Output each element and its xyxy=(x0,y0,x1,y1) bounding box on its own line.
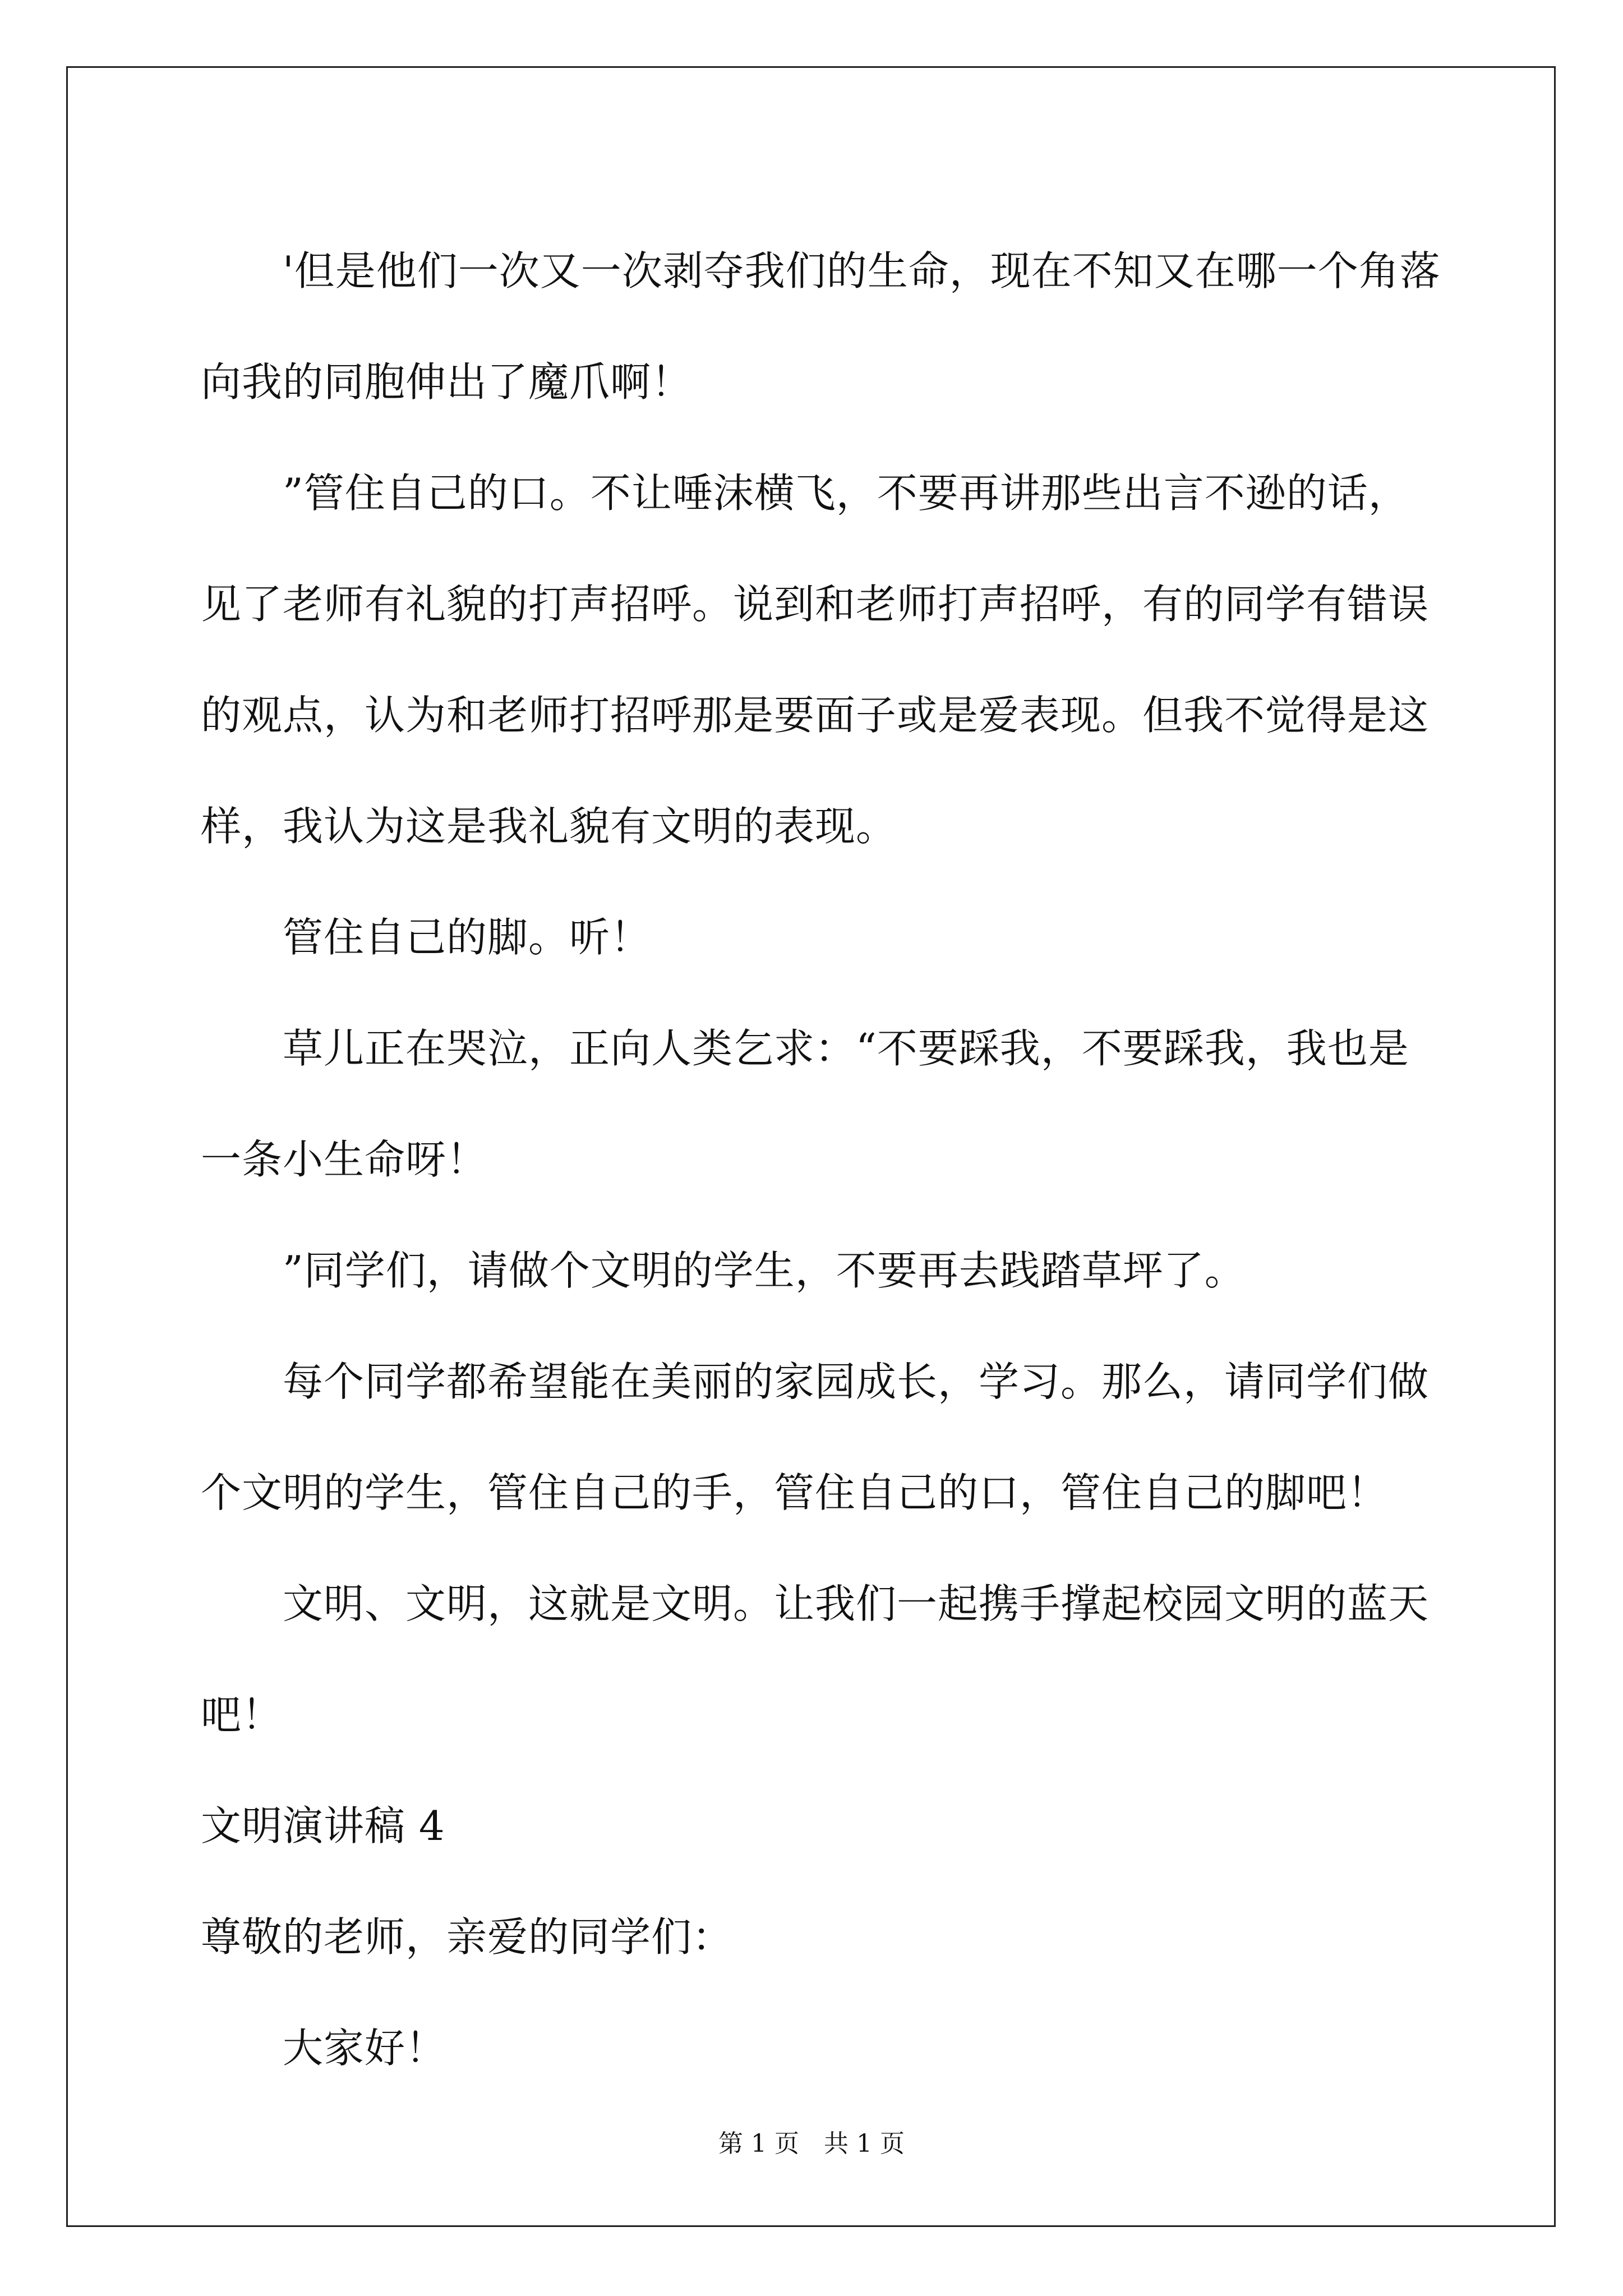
paragraph-line: 文明、文明，这就是文明。让我们一起携手撑起校园文明的蓝天 xyxy=(283,1580,1430,1627)
paragraph-line: '但是他们一次又一次剥夺我们的生命，现在不知又在哪一个角落 xyxy=(283,247,1441,295)
section-title: 文明演讲稿 4 xyxy=(201,1802,445,1849)
paragraph-line: 向我的同胞伸出了魔爪啊！ xyxy=(201,358,693,406)
greeting: 大家好！ xyxy=(283,2024,447,2072)
paragraph-line: 见了老师有礼貌的打声招呼。说到和老师打声招呼，有的同学有错误 xyxy=(201,581,1430,628)
paragraph-line: 吧！ xyxy=(201,1691,283,1738)
salutation: 尊敬的老师，亲爱的同学们： xyxy=(201,1913,734,1961)
paragraph-line: ”管住自己的口。不让唾沫横飞，不要再讲那些出言不逊的话， xyxy=(283,470,1409,517)
paragraph-line: 的观点，认为和老师打招呼那是要面子或是爱表现。但我不觉得是这 xyxy=(201,692,1430,739)
document-body xyxy=(201,215,1441,2104)
paragraph-line: ”同学们，请做个文明的学生，不要再去践踏草坪了。 xyxy=(283,1247,1246,1294)
paragraph-line: 每个同学都希望能在美丽的家园成长，学习。那么，请同学们做 xyxy=(283,1358,1430,1405)
paragraph-line: 草儿正在哭泣，正向人类乞求：“不要踩我，不要踩我，我也是 xyxy=(283,1025,1409,1072)
paragraph-line: 管住自己的脚。听！ xyxy=(283,914,652,961)
page-footer: 第 1 页 共 1 页 xyxy=(718,2129,905,2158)
paragraph-line: 样，我认为这是我礼貌有文明的表现。 xyxy=(201,803,897,850)
paragraph-line: 一条小生命呀！ xyxy=(201,1136,488,1183)
paragraph-line: 个文明的学生，管住自己的手，管住自己的口，管住自己的脚吧！ xyxy=(201,1469,1389,1516)
